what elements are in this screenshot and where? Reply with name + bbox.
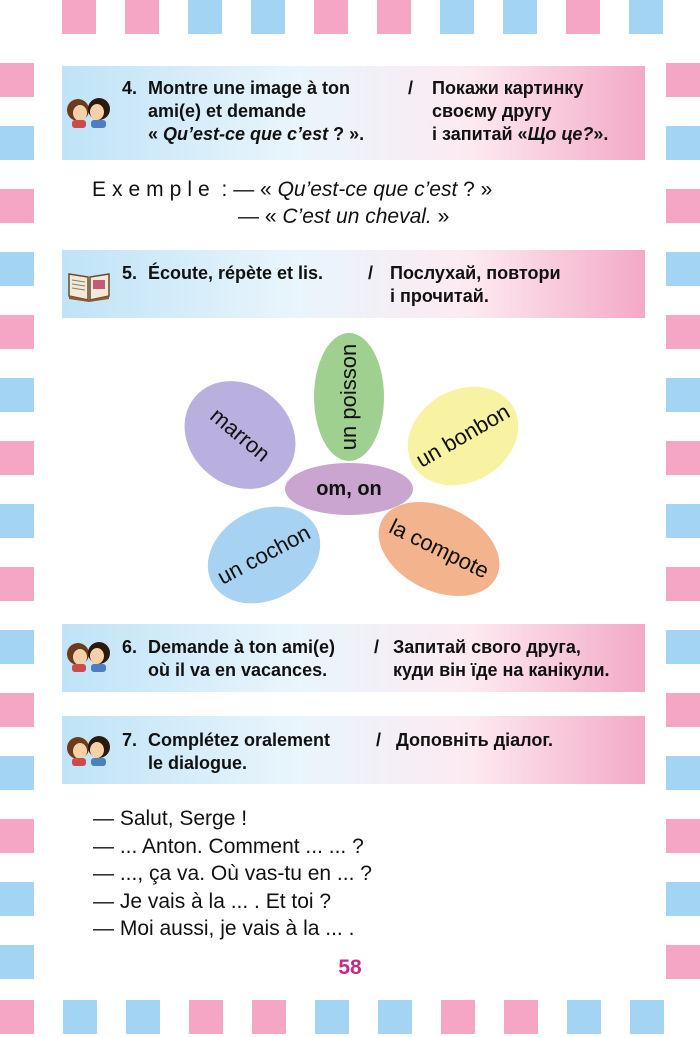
border-square <box>0 882 34 916</box>
border-square <box>0 756 34 790</box>
example-label: Exemple <box>92 178 216 201</box>
task-text: où il va en vacances. <box>148 660 328 680</box>
border-square <box>0 630 34 664</box>
border-square <box>666 504 700 538</box>
petal-word: un poisson <box>336 343 362 451</box>
border-square <box>666 693 700 727</box>
task-text: куди він їде на канікули. <box>393 660 610 680</box>
task-text: Montre une image à ton <box>148 78 351 98</box>
border-square <box>666 315 700 349</box>
task-text: своєму другу <box>432 101 552 121</box>
border-square <box>0 252 34 286</box>
task-separator: / <box>368 263 374 283</box>
border-square <box>0 693 34 727</box>
petal-word: un bonbon <box>411 398 515 473</box>
example-text: » <box>431 205 450 228</box>
border-square <box>440 0 474 34</box>
task-text: і прочитай. <box>390 286 489 306</box>
example-text: Qu’est-ce que c’est <box>277 178 458 201</box>
border-square <box>0 504 34 538</box>
example-text: C’est un cheval. <box>282 205 432 228</box>
border-square <box>666 126 700 160</box>
task-7-ukrainian <box>396 729 553 752</box>
border-square <box>251 0 285 34</box>
border-square <box>566 0 600 34</box>
task-5-ukrainian <box>390 262 561 308</box>
border-square <box>189 1000 223 1034</box>
border-square <box>630 1000 664 1034</box>
task-number: 7. <box>122 730 138 750</box>
example-text: ? » <box>457 178 493 201</box>
border-square <box>0 189 34 223</box>
border-square <box>629 0 663 34</box>
open-book-icon <box>66 268 112 302</box>
border-square <box>378 1000 412 1034</box>
border-square <box>63 1000 97 1034</box>
border-square <box>666 441 700 475</box>
border-square <box>188 0 222 34</box>
task-5-french <box>122 262 323 285</box>
border-square <box>666 63 700 97</box>
border-square <box>666 252 700 286</box>
kids-talking-icon <box>64 734 114 766</box>
dialogue-line: — Moi aussi, je vais à la ... . <box>93 917 355 940</box>
border-square <box>0 567 34 601</box>
task-text: Покажи картинку <box>432 78 584 98</box>
border-square <box>126 1000 160 1034</box>
task-number: 5. <box>122 263 138 283</box>
border-square <box>0 378 34 412</box>
task-text: Доповніть діалог. <box>396 730 554 750</box>
border-square <box>441 1000 475 1034</box>
border-square <box>377 0 411 34</box>
task-separator: / <box>408 78 414 98</box>
page-number: 58 <box>338 956 362 979</box>
border-square <box>666 882 700 916</box>
flower-center <box>285 463 413 515</box>
border-square <box>666 756 700 790</box>
border-square <box>666 378 700 412</box>
dialogue-line: — Je vais à la ... . Et toi ? <box>93 889 332 913</box>
dialogue <box>93 805 372 943</box>
question-phrase: Що це? <box>527 124 594 144</box>
task-4-french <box>122 77 364 146</box>
border-square <box>0 441 34 475</box>
example-block <box>92 176 492 230</box>
quote-mark: ». <box>593 124 609 144</box>
task-7-french <box>122 729 330 775</box>
task-6-french <box>122 636 335 682</box>
border-square <box>666 819 700 853</box>
border-square <box>0 63 34 97</box>
task-separator: / <box>376 730 382 750</box>
example-text: : — « <box>215 178 278 201</box>
border-square <box>125 0 159 34</box>
border-square <box>314 0 348 34</box>
border-square <box>666 567 700 601</box>
flower-center-sound: om, on <box>316 477 382 500</box>
petal-poisson <box>314 333 384 461</box>
quote-mark: ? ». <box>328 124 365 144</box>
border-square <box>567 1000 601 1034</box>
kids-talking-icon <box>64 640 114 672</box>
task-separator: / <box>374 637 380 657</box>
border-square <box>0 315 34 349</box>
border-square <box>666 189 700 223</box>
petal-word: marron <box>205 402 276 467</box>
task-4-ukrainian <box>432 77 608 146</box>
task-number: 6. <box>122 637 138 657</box>
task-text: ami(e) et demande <box>148 101 307 121</box>
petal-word: un cochon <box>213 519 315 590</box>
dialogue-line: — ... Anton. Comment ... ... ? <box>93 834 364 858</box>
kids-talking-icon <box>64 96 114 128</box>
border-square <box>504 1000 538 1034</box>
border-square <box>0 126 34 160</box>
petal-word: la compote <box>385 513 494 584</box>
task-text: Demande à ton ami(e) <box>148 637 336 657</box>
example-text: — « <box>238 205 283 228</box>
border-square <box>0 819 34 853</box>
quote-mark: « <box>148 124 164 144</box>
border-square <box>252 1000 286 1034</box>
border-square <box>0 1000 34 1034</box>
task-6-ukrainian <box>393 636 610 682</box>
dialogue-line: — Salut, Serge ! <box>93 807 248 830</box>
border-square <box>666 630 700 664</box>
task-text: Complétez oralement <box>148 730 331 750</box>
border-square <box>503 0 537 34</box>
task-text: Écoute, répète et lis. <box>148 263 324 283</box>
task-text: le dialogue. <box>148 753 248 773</box>
question-phrase: Qu’est-ce que c’est <box>163 124 329 144</box>
task-text: Запитай свого друга, <box>393 637 581 657</box>
border-square <box>62 0 96 34</box>
task-text: і запитай « <box>432 124 528 144</box>
task-text: Послухай, повтори <box>390 263 561 283</box>
task-number: 4. <box>122 78 138 98</box>
border-square <box>315 1000 349 1034</box>
dialogue-line: — ..., ça va. Où vas-tu en ... ? <box>93 862 372 885</box>
